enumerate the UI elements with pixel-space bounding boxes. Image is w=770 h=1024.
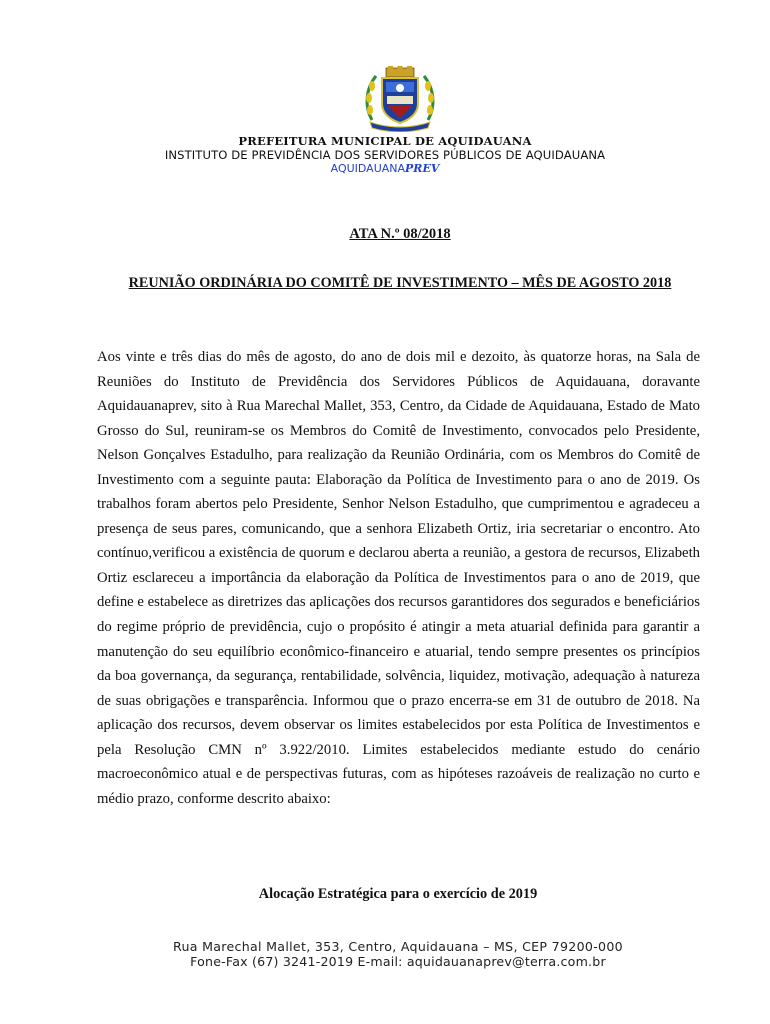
section-title: Alocação Estratégica para o exercício de 2019 [258,886,538,902]
brand-prefix: AQUIDAUANA [330,162,406,175]
body-paragraph: Aos vinte e três dias do mês de agosto, do ano de dois mil e dezoito, às quatorze horas, na Sala de Reuniões do Instituto de Previdência dos Servidores Públicos de Aquidauana, doravante Aquidauanaprev, sito à Rua Marechal Mallet, 353, Centro, da Cidade de Aquidauana, Estado de Mato Grosso do Sul, reuniram-se os Membros do Comitê de Investimento, convocados pelo Presidente, Nelson Gonçalves Estadulho, para realização da Reunião Ordinária, com os Membros do Comitê de Investimento com a seguinte pauta: Elaboração da Política de Investimento para o ano de 2019. Os trabalhos foram abertos pelo Presidente, Senhor Nelson Estadulho, que cumprimentou e agradeceu a presença de seus pares, comunicando, que a senhora Elizabeth Ortiz, iria secretariar o encontro. Ato contínuo,verificou a existência de quorum e declarou aberta a reunião, a gestora de recursos, Elizabeth Ortiz esclareceu a importância da elaboração da Política de Investimentos para o ano de 2019, que define e estabelece as diretrizes das aplicações dos recursos garantidores dos segurados e beneficiários do regime próprio de previdência, cujo o propósito é atingir a meta atuarial definida para garantir a manutenção do seu equilíbrio econômico-financeiro e atuarial, tendo sempre presentes os princípios da boa governança, da segurança, rentabilidade, solvência, liquidez, motivação, adequação à natureza de suas obrigações e transparência. Informou que o prazo encerra-se em 31 de outubro de 2018. Na aplicação dos recursos, devem observar os limites estabelecidos por esta Política de Investimentos e pela Resolução CMN nº 3.922/2010. Limites estabelecidos mediante estudo do cenário macroeconômico atual e de perspectivas futuras, com as hipóteses razoáveis de realização no curto e médio prazo, conforme descrito abaixo: [97,349,700,807]
document-title: REUNIÃO ORDINÁRIA DO COMITÊ DE INVESTIMENTO – MÊS DE AGOSTO 2018 [128,275,672,291]
institute-name: INSTITUTO DE PREVIDÊNCIA DOS SERVIDORES PÚBLICOS DE AQUIDAUANA [164,148,606,162]
footer-contact: Fone-Fax (67) 3241-2019 E-mail: aquidauanaprev@terra.com.br [190,954,606,969]
footer-address: Rua Marechal Mallet, 353, Centro, Aquidauana – MS, CEP 79200-000 [173,939,623,954]
brand-suffix: PREV [405,162,440,175]
municipal-coat-of-arms-icon [362,66,438,132]
document-number: ATA N.º 08/2018 [349,226,451,242]
brand-name [0,162,770,175]
org-name: PREFEITURA MUNICIPAL DE AQUIDAUANA [238,134,532,148]
